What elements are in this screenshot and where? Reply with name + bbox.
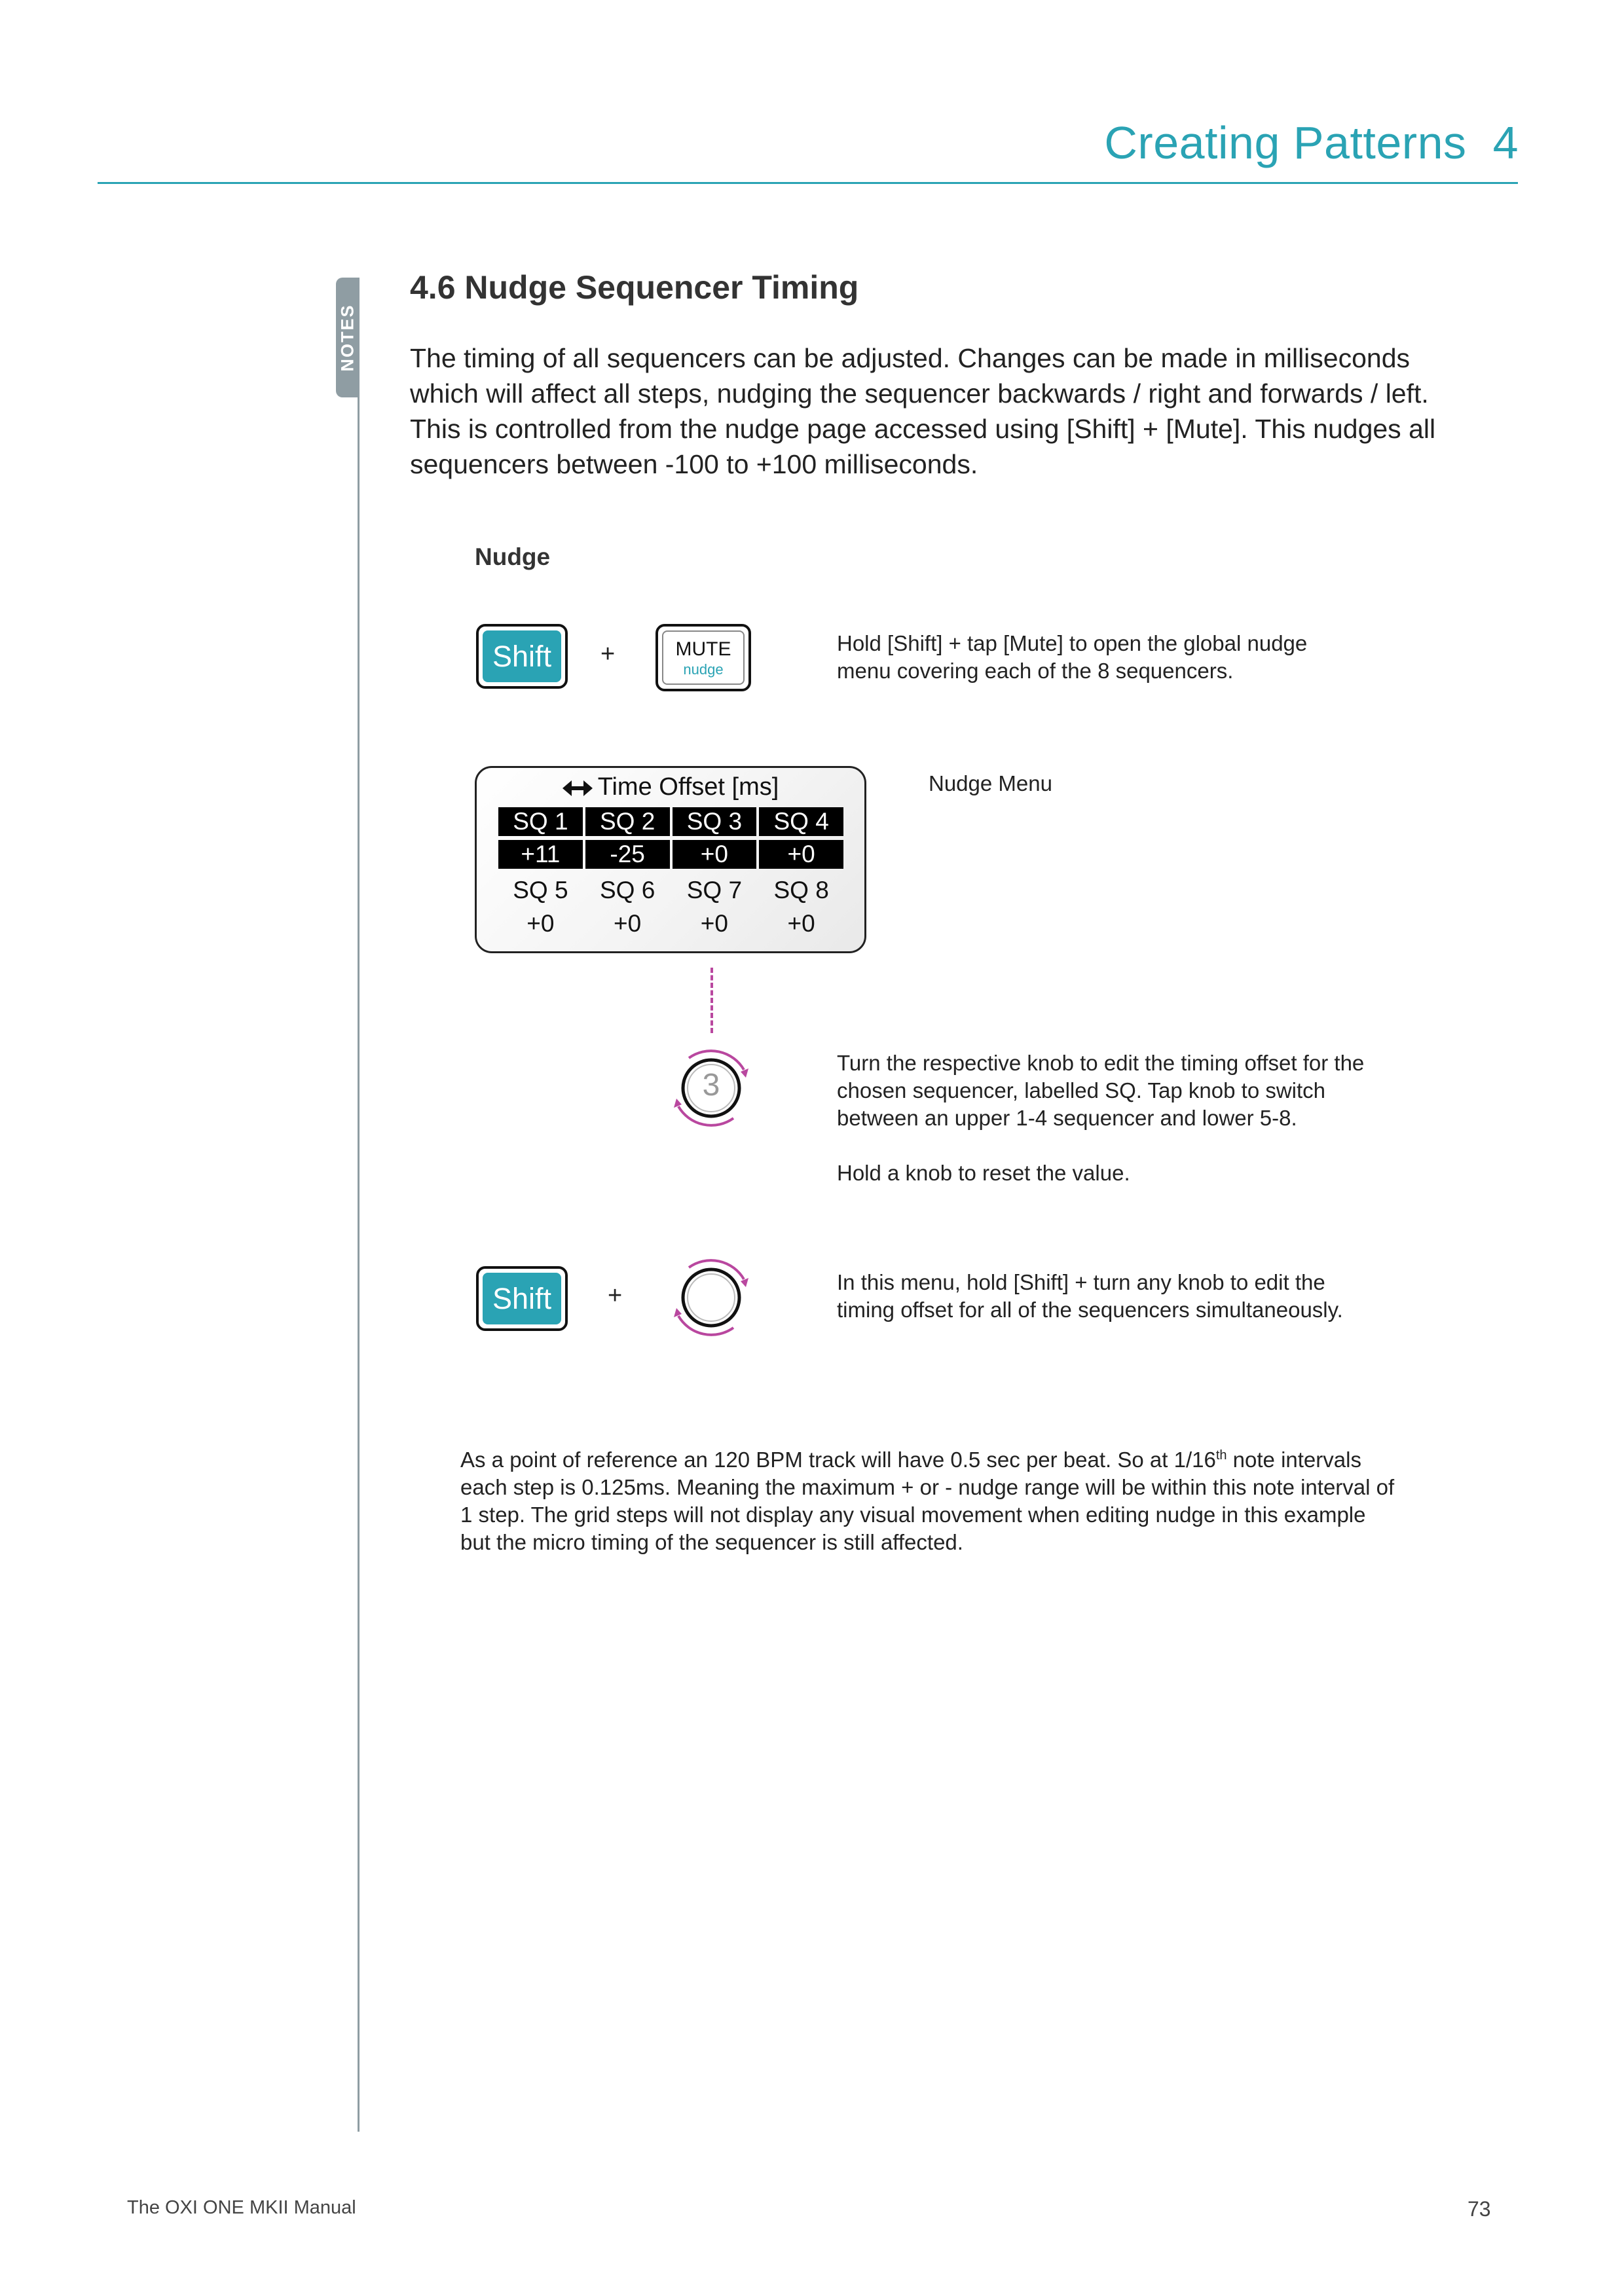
chapter-title-text: Creating Patterns (1104, 117, 1467, 168)
step2-description (837, 1049, 1426, 1187)
screen-title (477, 773, 864, 801)
step2-hold-line: Hold a knob to reset the value. (837, 1161, 1130, 1185)
step3-description (837, 1269, 1426, 1324)
reference-line: each step is 0.125ms. Meaning the maximum + or - nudge range will be within this note interval of (460, 1475, 1395, 1499)
sq-label: SQ 8 (773, 877, 829, 903)
intro-line: which will affect all steps, nudging the sequencer backwards / right and forwards / left. (410, 378, 1429, 409)
reference-line: but the micro timing of the sequencer is still affected. (460, 1530, 963, 1554)
plus-sign: + (608, 1282, 623, 1309)
step1-line: menu covering each of the 8 sequencers. (837, 659, 1234, 683)
left-right-arrows-icon (563, 780, 593, 796)
knob-number: 3 (702, 1068, 720, 1102)
shift-button-2[interactable] (476, 1266, 568, 1331)
notes-tab (336, 278, 360, 397)
sq-value: +0 (759, 840, 843, 869)
page-number: 73 (1467, 2197, 1491, 2221)
knob-any[interactable] (667, 1253, 756, 1342)
step3-line: In this menu, hold [Shift] + turn any knob to edit the (837, 1270, 1325, 1294)
sq-label: SQ 3 (673, 807, 757, 836)
lower-values-row (498, 909, 843, 938)
sq-value: +0 (673, 840, 757, 869)
screen-title-text: Time Offset [ms] (597, 773, 779, 801)
sq-label: SQ 1 (498, 807, 583, 836)
step1-line: Hold [Shift] + tap [Mute] to open the global nudge (837, 631, 1308, 655)
intro-line: This is controlled from the nudge page accessed using [Shift] + [Mute]. This nudges all (410, 414, 1436, 444)
footer-manual-title: The OXI ONE MKII Manual (127, 2197, 356, 2218)
sq-value: +0 (526, 910, 555, 937)
step3-line: timing offset for all of the sequencers simultaneously. (837, 1298, 1343, 1322)
nudge-heading: Nudge (475, 543, 551, 570)
step2-line: chosen sequencer, labelled SQ. Tap knob to switch (837, 1078, 1326, 1102)
upper-values-row (498, 840, 843, 869)
sq-value: +0 (787, 910, 815, 937)
chapter-number: 4 (1492, 117, 1519, 168)
nudge-menu-screen (475, 766, 866, 953)
intro-paragraph (410, 340, 1484, 482)
chapter-title (1104, 117, 1519, 169)
reference-line1-end: note intervals (1227, 1448, 1361, 1472)
sq-value: +0 (614, 910, 642, 937)
step2-line: between an upper 1-4 sequencer and lower 5-8. (837, 1106, 1297, 1130)
intro-line: The timing of all sequencers can be adjusted. Changes can be made in milliseconds (410, 343, 1410, 373)
lower-labels-row (498, 876, 843, 905)
mute-button-sublabel: nudge (683, 661, 724, 678)
notes-tab-label: NOTES (337, 303, 358, 372)
ordinal-suffix: th (1215, 1448, 1227, 1463)
mute-button-label: MUTE (675, 638, 731, 660)
reference-line (460, 1442, 1443, 1474)
sq-value: -25 (585, 840, 670, 869)
sq-label: SQ 2 (585, 807, 670, 836)
section-title: 4.6 Nudge Sequencer Timing (410, 269, 859, 306)
reference-line: 1 step. The grid steps will not display any visual movement when editing nudge in this example (460, 1503, 1366, 1527)
reference-note (460, 1442, 1443, 1556)
sq-value: +0 (700, 910, 728, 937)
dashed-connector (710, 968, 713, 1033)
step1-description (837, 630, 1426, 685)
sq-value: +11 (498, 840, 583, 869)
sq-label: SQ 6 (599, 877, 655, 903)
intro-line: sequencers between -100 to +100 milliseconds. (410, 449, 978, 479)
step2-line: Turn the respective knob to edit the timing offset for the (837, 1051, 1365, 1075)
plus-sign: + (600, 640, 616, 668)
mute-button[interactable] (655, 624, 751, 691)
sq-label: SQ 5 (513, 877, 568, 903)
shift-button-label: Shift (483, 1273, 561, 1324)
knob-3[interactable] (667, 1044, 756, 1133)
sq-label: SQ 7 (686, 877, 743, 903)
sq-label: SQ 4 (759, 807, 843, 836)
screen-caption: Nudge Menu (929, 771, 1052, 795)
upper-labels-row (498, 807, 843, 836)
shift-button-label: Shift (483, 630, 561, 682)
notes-margin-line (358, 278, 360, 2132)
header-rule (98, 182, 1518, 184)
shift-button[interactable] (476, 624, 568, 689)
knob-icon (667, 1253, 756, 1342)
reference-line1-text: As a point of reference an 120 BPM track will have 0.5 sec per beat. So at 1/16 (460, 1448, 1216, 1472)
